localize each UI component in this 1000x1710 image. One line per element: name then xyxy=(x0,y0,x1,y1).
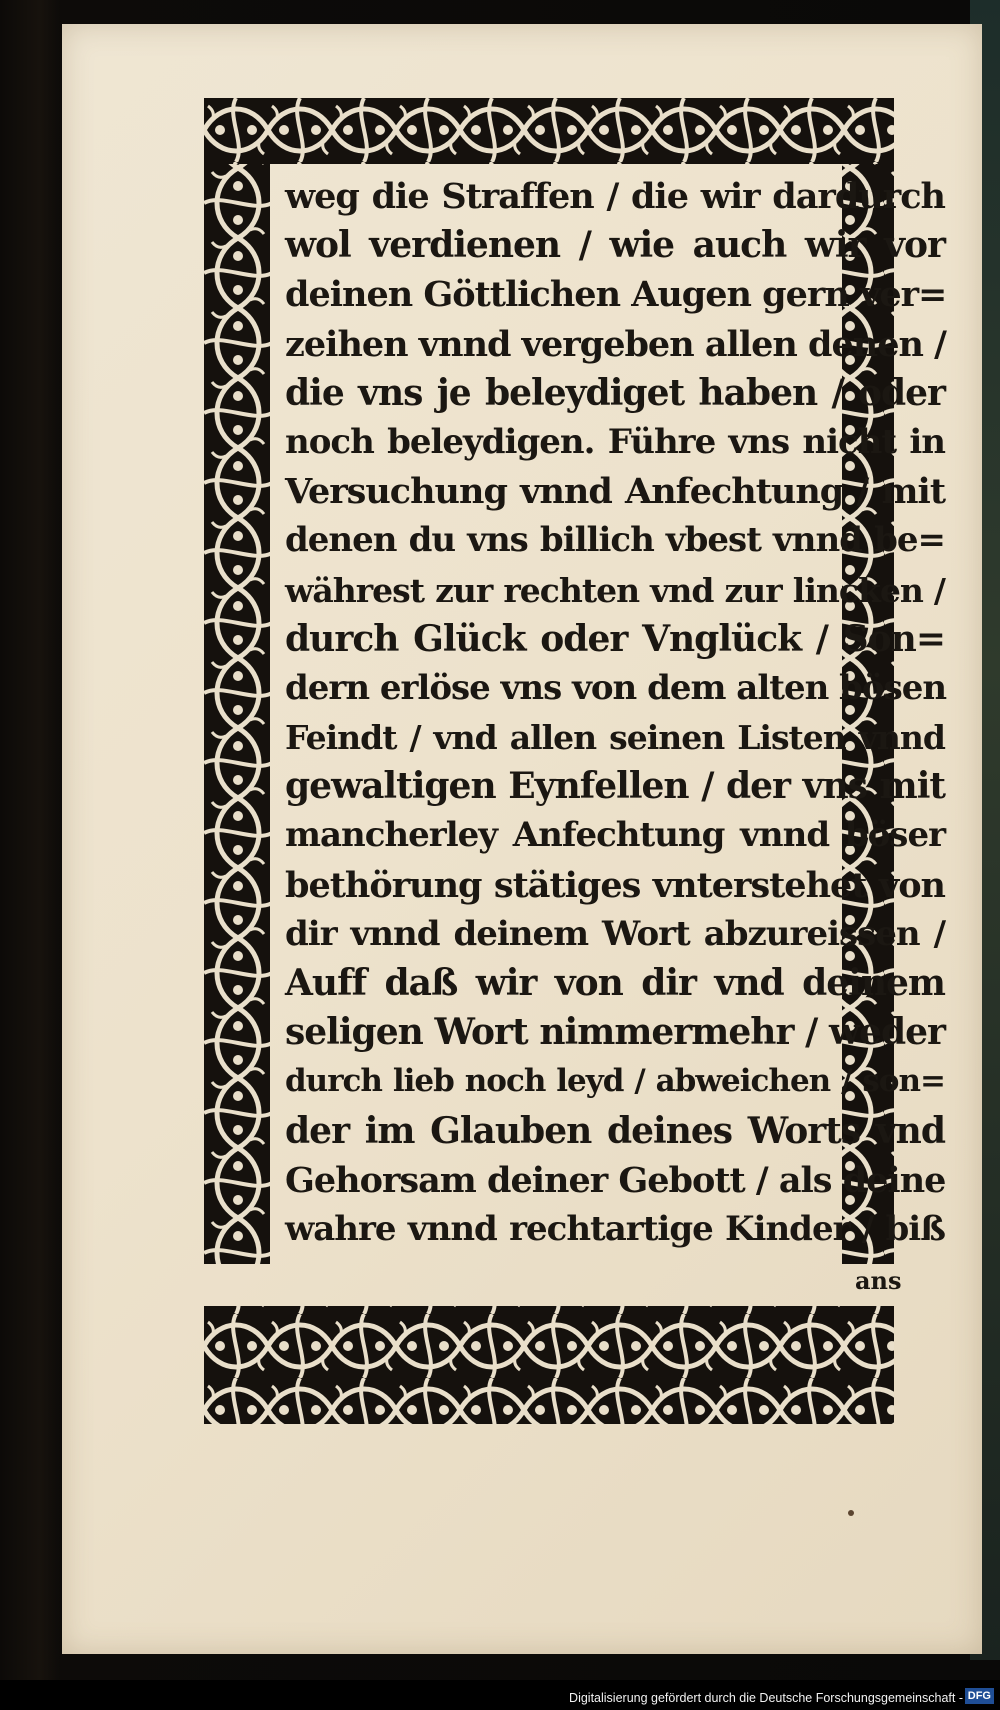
text-line: deinen Göttlichen Augen gern ver= xyxy=(285,274,947,316)
text-line: dern erlöse vns von dem alten bösen xyxy=(285,667,947,708)
paper-speck xyxy=(848,1510,854,1516)
text-line: weg die Straffen / die wir dardurch xyxy=(285,176,945,217)
text-line: mancherley Anfechtung vnnd böser xyxy=(285,815,945,856)
border-left xyxy=(204,164,270,1264)
text-line: durch lieb noch leyd / abweichen / son= xyxy=(285,1063,945,1100)
text-line: wahre vnnd rechtartige Kinder / biß xyxy=(285,1208,945,1249)
text-line: die vns je beleydiget haben / oder xyxy=(285,371,945,414)
text-line: bethörung stätiges vnterstehet von xyxy=(285,864,945,906)
text-line: durch Glück oder Vnglück / Son= xyxy=(285,617,945,660)
digitization-credit: Digitalisierung gefördert durch die Deutsche Forschungsgemeinschaft - xyxy=(569,1691,963,1705)
text-line: wol verdienen / wie auch wir vor xyxy=(285,224,945,267)
catchword: ans xyxy=(855,1266,902,1295)
text-line: der im Glauben deines Worts vnd xyxy=(285,1109,945,1152)
text-line: dir vnnd deinem Wort abzureissen / xyxy=(285,913,945,954)
text-line: denen du vns billich vbest vnnd be= xyxy=(285,520,945,561)
dfg-logo: DFG xyxy=(965,1688,994,1704)
page-text xyxy=(285,172,945,1254)
text-line: seligen Wort nimmermehr / weder xyxy=(285,1011,945,1054)
text-line: zeihen vnnd vergeben allen denen / xyxy=(285,323,946,365)
text-line: Auff daß wir von dir vnd deinem xyxy=(285,962,945,1004)
text-line: noch beleydigen. Führe vns nicht in xyxy=(285,421,945,462)
text-line: währest zur rechten vnd zur lincken / xyxy=(285,570,945,610)
text-line: Feindt / vnd allen seinen Listen vnnd xyxy=(285,718,945,758)
text-line: gewaltigen Eynfellen / der vns mit xyxy=(285,765,945,808)
border-top xyxy=(204,98,894,164)
text-line: Versuchung vnnd Anfechtung / mit xyxy=(285,471,945,513)
text-line: Gehorsam deiner Gebott / als deine xyxy=(285,1159,946,1201)
border-bottom xyxy=(204,1306,894,1424)
